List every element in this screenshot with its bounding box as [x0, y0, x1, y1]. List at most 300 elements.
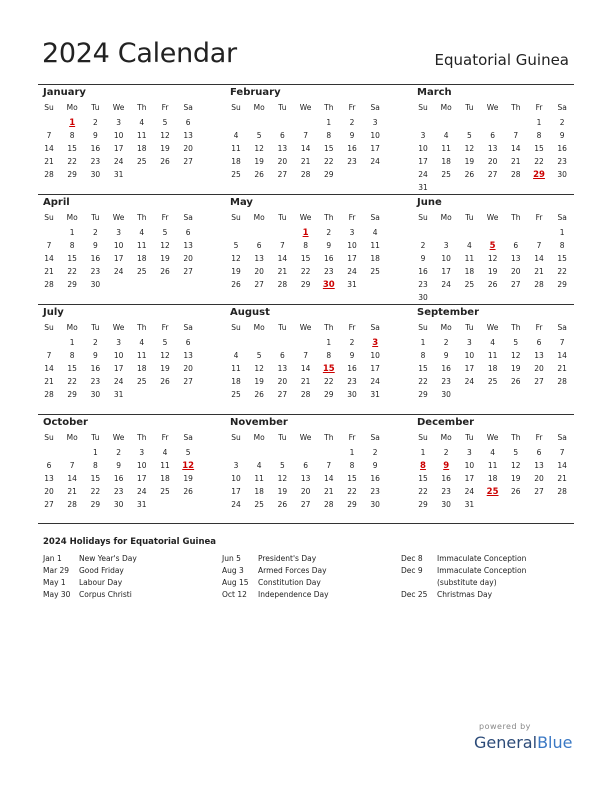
day-cell: 21	[557, 474, 567, 483]
day-cell: 18	[487, 474, 498, 483]
day-cell: 28	[67, 500, 77, 509]
day-cell: 20	[511, 267, 521, 276]
day-cell: 6	[536, 448, 542, 457]
day-cell: 30	[347, 390, 357, 399]
day-cell: 20	[254, 267, 264, 276]
day-cell: 30	[90, 280, 101, 289]
day-cell: 6	[185, 118, 191, 127]
day-cell: 23	[441, 377, 451, 386]
page-title: 2024 Calendar	[42, 38, 237, 69]
day-cell: 13	[183, 131, 193, 140]
day-cell: 23	[113, 487, 124, 496]
day-cell: 8	[93, 461, 98, 470]
holiday-item	[401, 565, 571, 589]
weekday-header: Tu	[465, 103, 474, 112]
month-november	[225, 415, 385, 523]
day-cell: 31	[418, 183, 428, 192]
month-name: February	[230, 87, 281, 98]
day-cell: 17	[464, 474, 475, 483]
day-cell: 29	[347, 500, 357, 509]
weekday-header: Sa	[557, 213, 567, 222]
holiday-day-cell: 8	[420, 461, 426, 471]
day-cell: 25	[231, 390, 241, 399]
holiday-date: May 1	[43, 578, 66, 587]
holiday-date: May 30	[43, 590, 71, 599]
weekday-header: Mo	[66, 103, 78, 112]
weekday-header: Su	[231, 103, 241, 112]
weekday-header: Su	[44, 103, 54, 112]
day-cell: 23	[418, 280, 428, 289]
day-cell: 11	[441, 144, 451, 153]
weekday-header: Th	[511, 433, 521, 442]
day-cell: 18	[254, 487, 264, 496]
day-cell: 14	[557, 461, 567, 470]
day-cell: 28	[557, 487, 567, 496]
day-cell: 3	[467, 338, 472, 347]
weekday-header: We	[112, 103, 125, 112]
weekday-header: We	[486, 213, 499, 222]
weekday-header: Th	[511, 213, 521, 222]
day-cell: 18	[487, 364, 498, 373]
weekday-header: Fr	[535, 213, 543, 222]
day-cell: 14	[324, 474, 334, 483]
day-cell: 27	[534, 377, 544, 386]
day-cell: 8	[559, 241, 565, 250]
weekday-header: Sa	[183, 323, 193, 332]
row-divider	[38, 414, 574, 415]
day-cell: 16	[90, 254, 101, 263]
month-name: August	[230, 307, 270, 318]
weekday-header: Fr	[348, 213, 356, 222]
day-cell: 14	[511, 144, 521, 153]
day-cell: 21	[277, 267, 288, 276]
day-cell: 17	[113, 144, 124, 153]
weekday-header: Fr	[161, 103, 169, 112]
holiday-day-cell: 1	[69, 118, 76, 128]
day-cell: 11	[137, 351, 147, 360]
day-cell: 8	[420, 351, 426, 360]
weekday-header: Sa	[370, 103, 380, 112]
holidays-title: 2024 Holidays for Equatorial Guinea	[43, 537, 216, 547]
day-cell: 26	[183, 487, 193, 496]
day-cell: 27	[254, 280, 264, 289]
day-cell: 9	[349, 351, 355, 360]
day-cell: 29	[67, 280, 77, 289]
day-cell: 30	[441, 500, 451, 509]
day-cell: 25	[370, 267, 380, 276]
weekday-header: Sa	[557, 103, 567, 112]
day-cell: 9	[93, 351, 98, 360]
weekday-header: Su	[231, 433, 241, 442]
day-cell: 15	[67, 364, 77, 373]
day-cell: 19	[277, 487, 288, 496]
day-cell: 18	[370, 254, 380, 263]
day-cell: 17	[464, 364, 475, 373]
day-cell: 31	[113, 170, 124, 179]
day-cell: 13	[183, 241, 193, 250]
day-cell: 6	[185, 338, 191, 347]
day-cell: 10	[464, 461, 475, 470]
day-cell: 30	[370, 500, 380, 509]
weekday-header: Su	[418, 213, 428, 222]
day-cell: 19	[487, 267, 498, 276]
day-cell: 21	[67, 487, 77, 496]
day-cell: 2	[349, 118, 355, 127]
day-cell: 6	[490, 131, 495, 140]
day-cell: 21	[557, 364, 567, 373]
day-cell: 31	[113, 390, 124, 399]
day-cell: 10	[464, 351, 475, 360]
day-cell: 8	[69, 241, 75, 250]
holiday-date: Mar 29	[43, 566, 70, 575]
day-cell: 17	[347, 254, 357, 263]
day-cell: 15	[324, 144, 334, 153]
day-cell: 23	[370, 487, 380, 496]
day-cell: 7	[326, 461, 332, 470]
holiday-date: Oct 12	[222, 590, 247, 599]
weekday-header: We	[112, 213, 125, 222]
month-name: June	[417, 197, 442, 208]
weekday-header: Fr	[535, 323, 543, 332]
holiday-item	[401, 589, 571, 601]
weekday-header: Th	[324, 433, 334, 442]
holiday-date: Aug 15	[222, 578, 249, 587]
day-cell: 7	[303, 131, 308, 140]
day-cell: 9	[93, 131, 98, 140]
month-august	[225, 305, 385, 413]
day-cell: 6	[256, 241, 262, 250]
day-cell: 9	[559, 131, 565, 140]
day-cell: 1	[69, 338, 75, 347]
day-cell: 3	[139, 448, 145, 457]
month-name: May	[230, 197, 253, 208]
day-cell: 21	[534, 267, 544, 276]
day-cell: 4	[233, 131, 239, 140]
weekday-header: Fr	[535, 103, 543, 112]
holiday-item	[43, 565, 213, 577]
day-cell: 14	[44, 254, 54, 263]
day-cell: 21	[324, 487, 334, 496]
day-cell: 8	[536, 131, 542, 140]
day-cell: 16	[347, 364, 357, 373]
day-cell: 7	[513, 131, 519, 140]
day-cell: 3	[349, 228, 355, 237]
day-cell: 27	[300, 500, 311, 509]
day-cell: 2	[349, 338, 355, 347]
day-cell: 18	[137, 364, 147, 373]
day-cell: 16	[557, 144, 567, 153]
day-cell: 4	[162, 448, 168, 457]
holiday-day-cell: 12	[182, 461, 195, 471]
day-cell: 22	[300, 267, 311, 276]
weekday-header: Fr	[348, 323, 356, 332]
day-cell: 1	[420, 338, 426, 347]
day-cell: 2	[372, 448, 378, 457]
brand-general: General	[474, 733, 538, 752]
row-divider	[38, 194, 574, 195]
weekday-header: We	[299, 213, 312, 222]
day-cell: 25	[464, 280, 475, 289]
day-cell: 11	[464, 254, 475, 263]
month-name: October	[43, 417, 88, 428]
day-cell: 15	[300, 254, 311, 263]
day-cell: 28	[44, 390, 54, 399]
day-cell: 10	[370, 131, 380, 140]
day-cell: 8	[349, 461, 355, 470]
day-cell: 24	[370, 157, 380, 166]
day-cell: 1	[326, 118, 332, 127]
day-cell: 5	[513, 448, 519, 457]
holiday-date: Aug 3	[222, 566, 244, 575]
day-cell: 18	[160, 474, 170, 483]
day-cell: 20	[300, 487, 311, 496]
day-cell: 17	[370, 144, 380, 153]
day-cell: 9	[349, 131, 355, 140]
day-cell: 30	[418, 293, 428, 302]
day-cell: 29	[418, 390, 428, 399]
day-cell: 10	[441, 254, 451, 263]
weekday-header: Mo	[253, 213, 265, 222]
day-cell: 24	[113, 157, 124, 166]
day-cell: 26	[511, 377, 521, 386]
country-name: Equatorial Guinea	[434, 51, 569, 69]
day-cell: 12	[464, 144, 475, 153]
day-cell: 26	[487, 280, 498, 289]
weekday-header: Tu	[465, 323, 474, 332]
day-cell: 1	[536, 118, 542, 127]
day-cell: 17	[231, 487, 241, 496]
day-cell: 8	[69, 351, 75, 360]
day-cell: 15	[90, 474, 101, 483]
day-cell: 24	[113, 377, 124, 386]
day-cell: 26	[277, 500, 288, 509]
day-cell: 3	[443, 241, 449, 250]
day-cell: 3	[116, 338, 121, 347]
weekday-header: Mo	[253, 103, 265, 112]
day-cell: 13	[277, 144, 288, 153]
day-cell: 10	[113, 351, 124, 360]
day-cell: 22	[418, 377, 428, 386]
weekday-header: Tu	[465, 433, 474, 442]
day-cell: 3	[233, 461, 239, 470]
day-cell: 2	[93, 118, 98, 127]
day-cell: 11	[370, 241, 380, 250]
day-cell: 29	[90, 500, 101, 509]
day-cell: 21	[511, 157, 521, 166]
day-cell: 25	[441, 170, 451, 179]
month-name: September	[417, 307, 479, 318]
weekday-header: Sa	[183, 103, 193, 112]
month-february	[225, 85, 385, 193]
day-cell: 16	[324, 254, 334, 263]
month-january	[38, 85, 198, 193]
day-cell: 13	[534, 351, 544, 360]
holiday-name: Armed Forces Day	[258, 566, 327, 575]
day-cell: 25	[254, 500, 264, 509]
day-cell: 1	[69, 228, 75, 237]
day-cell: 7	[46, 241, 52, 250]
weekday-header: Fr	[161, 213, 169, 222]
holiday-date: Dec 25	[401, 590, 428, 599]
day-cell: 2	[443, 338, 449, 347]
day-cell: 18	[137, 254, 147, 263]
day-cell: 28	[277, 280, 288, 289]
day-cell: 10	[137, 461, 147, 470]
day-cell: 7	[46, 131, 52, 140]
day-cell: 12	[254, 144, 264, 153]
generalblue-logo[interactable]	[474, 733, 572, 752]
day-cell: 22	[347, 487, 357, 496]
weekday-header: Tu	[278, 323, 287, 332]
day-cell: 19	[511, 364, 521, 373]
day-cell: 23	[90, 157, 101, 166]
day-cell: 23	[441, 487, 451, 496]
day-cell: 7	[559, 338, 565, 347]
day-cell: 24	[441, 280, 451, 289]
month-december	[412, 415, 572, 523]
day-cell: 9	[420, 254, 426, 263]
day-cell: 13	[511, 254, 521, 263]
day-cell: 24	[464, 377, 475, 386]
day-cell: 16	[113, 474, 124, 483]
day-cell: 13	[487, 144, 498, 153]
day-cell: 1	[420, 448, 426, 457]
day-cell: 23	[557, 157, 567, 166]
day-cell: 11	[487, 351, 498, 360]
weekday-header: Su	[231, 213, 241, 222]
day-cell: 5	[162, 228, 168, 237]
day-cell: 27	[277, 390, 288, 399]
day-cell: 7	[69, 461, 75, 470]
day-cell: 19	[160, 364, 170, 373]
day-cell: 20	[44, 487, 54, 496]
weekday-header: Tu	[91, 213, 100, 222]
day-cell: 4	[139, 228, 145, 237]
day-cell: 23	[347, 377, 357, 386]
day-cell: 22	[67, 267, 77, 276]
day-cell: 4	[490, 338, 495, 347]
day-cell: 11	[231, 144, 241, 153]
day-cell: 29	[300, 280, 311, 289]
day-cell: 28	[324, 500, 334, 509]
holiday-name: President's Day	[258, 554, 317, 563]
day-cell: 11	[160, 461, 170, 470]
day-cell: 22	[67, 377, 77, 386]
day-cell: 6	[185, 228, 191, 237]
day-cell: 29	[67, 170, 77, 179]
day-cell: 9	[443, 351, 449, 360]
holiday-item	[43, 577, 213, 589]
day-cell: 24	[418, 170, 428, 179]
day-cell: 10	[113, 241, 124, 250]
holiday-name: Labour Day	[79, 578, 123, 587]
day-cell: 2	[93, 338, 98, 347]
day-cell: 13	[277, 364, 288, 373]
weekday-header: We	[112, 433, 125, 442]
day-cell: 4	[139, 338, 145, 347]
day-cell: 20	[487, 157, 498, 166]
day-cell: 11	[487, 461, 498, 470]
weekday-header: Tu	[91, 103, 100, 112]
day-cell: 18	[441, 157, 451, 166]
holiday-name: Immaculate Conception	[437, 554, 527, 563]
holiday-item	[43, 553, 213, 565]
day-cell: 5	[256, 131, 262, 140]
day-cell: 12	[277, 474, 288, 483]
weekday-header: Tu	[278, 433, 287, 442]
holiday-name: Constitution Day	[258, 578, 321, 587]
day-cell: 12	[487, 254, 498, 263]
holiday-name: Corpus Christi	[79, 590, 132, 599]
day-cell: 28	[300, 390, 311, 399]
holiday-item	[401, 553, 571, 565]
day-cell: 29	[324, 170, 334, 179]
day-cell: 26	[511, 487, 521, 496]
weekday-header: Fr	[535, 433, 543, 442]
day-cell: 20	[183, 144, 193, 153]
day-cell: 15	[67, 254, 77, 263]
weekday-header: Mo	[253, 323, 265, 332]
day-cell: 12	[511, 351, 521, 360]
day-cell: 19	[183, 474, 193, 483]
day-cell: 26	[231, 280, 241, 289]
day-cell: 28	[511, 170, 521, 179]
day-cell: 4	[139, 118, 145, 127]
weekday-header: Mo	[440, 433, 452, 442]
holiday-date: Dec 8	[401, 554, 423, 563]
day-cell: 28	[44, 280, 54, 289]
day-cell: 16	[441, 474, 451, 483]
day-cell: 10	[418, 144, 428, 153]
holiday-item	[43, 589, 213, 601]
day-cell: 30	[557, 170, 567, 179]
day-cell: 7	[46, 351, 52, 360]
day-cell: 7	[559, 448, 565, 457]
day-cell: 26	[160, 157, 170, 166]
day-cell: 10	[231, 474, 241, 483]
day-cell: 25	[231, 170, 241, 179]
day-cell: 12	[231, 254, 241, 263]
day-cell: 6	[280, 131, 285, 140]
day-cell: 19	[160, 254, 170, 263]
day-cell: 26	[160, 267, 170, 276]
month-name: January	[43, 87, 86, 98]
day-cell: 25	[137, 157, 147, 166]
day-cell: 2	[326, 228, 332, 237]
day-cell: 2	[116, 448, 121, 457]
holiday-day-cell: 1	[302, 228, 309, 238]
day-cell: 2	[559, 118, 565, 127]
day-cell: 20	[183, 254, 193, 263]
day-cell: 19	[160, 144, 170, 153]
day-cell: 24	[370, 377, 380, 386]
weekday-header: Tu	[91, 433, 100, 442]
day-cell: 4	[372, 228, 378, 237]
day-cell: 22	[324, 157, 334, 166]
day-cell: 12	[511, 461, 521, 470]
day-cell: 3	[116, 228, 121, 237]
day-cell: 22	[557, 267, 567, 276]
weekday-header: We	[486, 433, 499, 442]
day-cell: 14	[300, 144, 311, 153]
day-cell: 6	[513, 241, 519, 250]
day-cell: 29	[557, 280, 567, 289]
day-cell: 22	[324, 377, 334, 386]
holiday-name: Independence Day	[258, 590, 329, 599]
day-cell: 11	[231, 364, 241, 373]
month-june	[412, 195, 572, 303]
day-cell: 24	[231, 500, 241, 509]
